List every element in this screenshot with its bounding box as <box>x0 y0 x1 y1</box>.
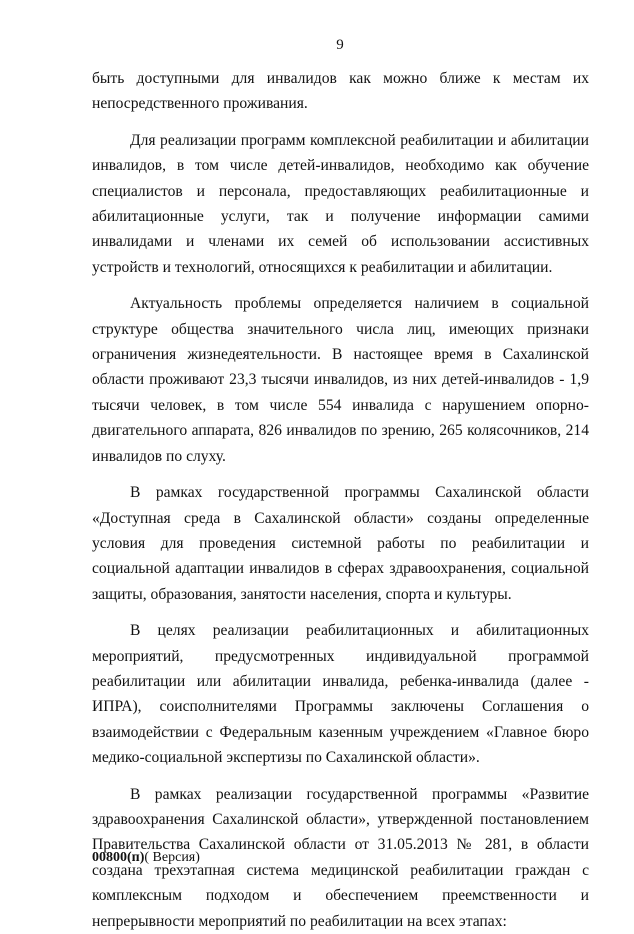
paragraph-ipra-agreements: В целях реализации реабилитационных и абилитационных мероприятий, предусмотренных индивидуальной программой реабилитации или абилитации инвалида, ребенка-инвалида (далее - ИПРА), соисполнителями Программы заключены Соглашения о взаимодействии с Федеральным казенным учреждением «Главное бюро медико-социальной экспертизы по Сахалинской области». <box>92 622 589 767</box>
paragraph-healthcare-program: В рамках реализации государственной программы «Развитие здравоохранения Сахалинской области», утвержденной постановлением Правительства Сахалинской области от 31.05.2013 № 281, в области создана трехэтапная система медицинской реабилитации граждан с комплексным подходом и обеспечением преемственности и непрерывности мероприятий по реабилитации на всех этапах: <box>92 785 589 930</box>
body-text <box>92 66 589 934</box>
paragraph-continuation: быть доступными для инвалидов как можно ближе к местам их непосредственного проживания. <box>92 70 589 113</box>
paragraph-statistics: Актуальность проблемы определяется наличием в социальной структуре общества значительного числа лиц, имеющих признаки ограничения жизнедеятельности. В настоящее время в Сахалинской области проживают 23,3 тысячи инвалидов, из них детей-инвалидов - 1,9 тысячи человек, в том числе 554 инвалида с нарушением опорно-двигательного аппарата, 826 инвалидов по зрению, 265 колясочников, 214 инвалидов по слуху. <box>92 295 589 465</box>
document-footer <box>92 850 200 866</box>
page-number: 9 <box>336 37 344 53</box>
paragraph-accessible-environment: В рамках государственной программы Сахалинской области «Доступная среда в Сахалинской области» созданы определенные условия для проведения системной работы по реабилитации и социальной адаптации инвалидов в сферах здравоохранения, социальной защиты, образования, занятости населения, спорта и культуры. <box>92 484 589 603</box>
footer-version: ( Версия) <box>144 850 200 865</box>
footer-code: 00800(п) <box>92 850 145 865</box>
paragraph-rehab-training: Для реализации программ комплексной реабилитации и абилитации инвалидов, в том числе детей-инвалидов, необходимо как обучение специалистов и персонала, предоставляющих реабилитационные и абилитационные услуги, так и получение информации самими инвалидами и членами их семей об использовании ассистивных устройств и технологий, относящихся к реабилитации и абилитации. <box>92 131 589 276</box>
